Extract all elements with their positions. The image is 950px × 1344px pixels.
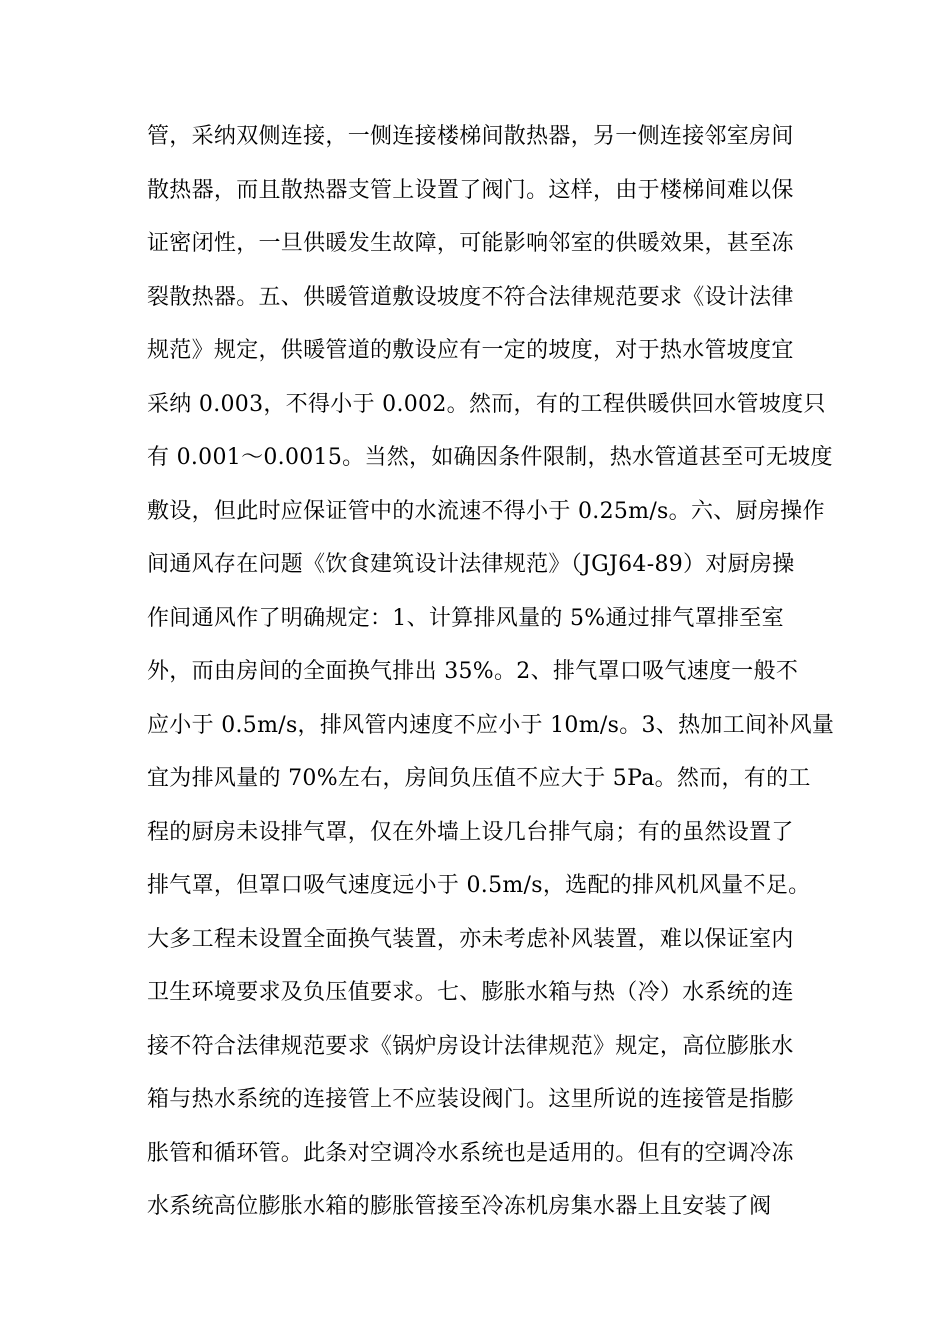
text-line-3: 证密闭性，一旦供暖发生故障，可能影响邻室的供暖效果，甚至冻 <box>147 231 794 256</box>
text-line-19: 箱与热水系统的连接管上不应装设阀门。这里所说的连接管是指膨 <box>147 1087 794 1112</box>
text-line-17: 卫生环境要求及负压值要求。七、膨胀水箱与热（冷）水系统的连 <box>147 980 794 1005</box>
text-line-15: 排气罩，但罩口吸气速度远小于 0.5m/s，选配的排风机风量不足。 <box>147 873 811 898</box>
text-line-2: 散热器，而且散热器支管上设置了阀门。这样，由于楼梯间难以保 <box>147 177 794 203</box>
text-line-10: 作间通风作了明确规定：1、计算排风量的 5%通过排气罩排至室 <box>147 605 784 631</box>
body-text <box>147 118 835 1242</box>
text-line-11: 外，而由房间的全面换气排出 35%。2、排气罩口吸气速度一般不 <box>147 659 799 684</box>
text-line-14: 程的厨房未设排气罩，仅在外墙上设几台排气扇；有的虽然设置了 <box>147 819 794 845</box>
text-line-7: 有 0.001～0.0015。当然，如确因条件限制，热水管道甚至可无坡度 <box>147 445 833 470</box>
text-line-12: 应小于 0.5m/s，排风管内速度不应小于 10m/s。3、热加工间补风量 <box>147 712 835 738</box>
text-line-1: 管，采纳双侧连接，一侧连接楼梯间散热器，另一侧连接邻室房间 <box>147 124 794 149</box>
text-line-6: 采纳 0.003，不得小于 0.002。然而，有的工程供暖供回水管坡度只 <box>147 391 826 417</box>
text-line-13: 宜为排风量的 70%左右，房间负压值不应大于 5Pa。然而，有的工 <box>147 766 811 791</box>
text-line-16: 大多工程未设置全面换气装置，亦未考虑补风装置，难以保证室内 <box>147 926 794 952</box>
text-line-20: 胀管和循环管。此条对空调冷水系统也是适用的。但有的空调冷冻 <box>147 1140 794 1166</box>
text-line-8: 敷设，但此时应保证管中的水流速不得小于 0.25m/s。六、厨房操作 <box>147 498 825 524</box>
text-line-21: 水系统高位膨胀水箱的膨胀管接至冷冻机房集水器上且安装了阀 <box>147 1194 772 1219</box>
text-line-4: 裂散热器。五、供暖管道敷设坡度不符合法律规范要求《设计法律 <box>147 284 794 310</box>
text-line-9: 间通风存在问题《饮食建筑设计法律规范》（JGJ64-89）对厨房操 <box>147 552 795 577</box>
text-line-18: 接不符合法律规范要求《锅炉房设计法律规范》规定，高位膨胀水 <box>147 1033 794 1059</box>
text-line-5: 规范》规定，供暖管道的敷设应有一定的坡度，对于热水管坡度宜 <box>147 338 794 363</box>
